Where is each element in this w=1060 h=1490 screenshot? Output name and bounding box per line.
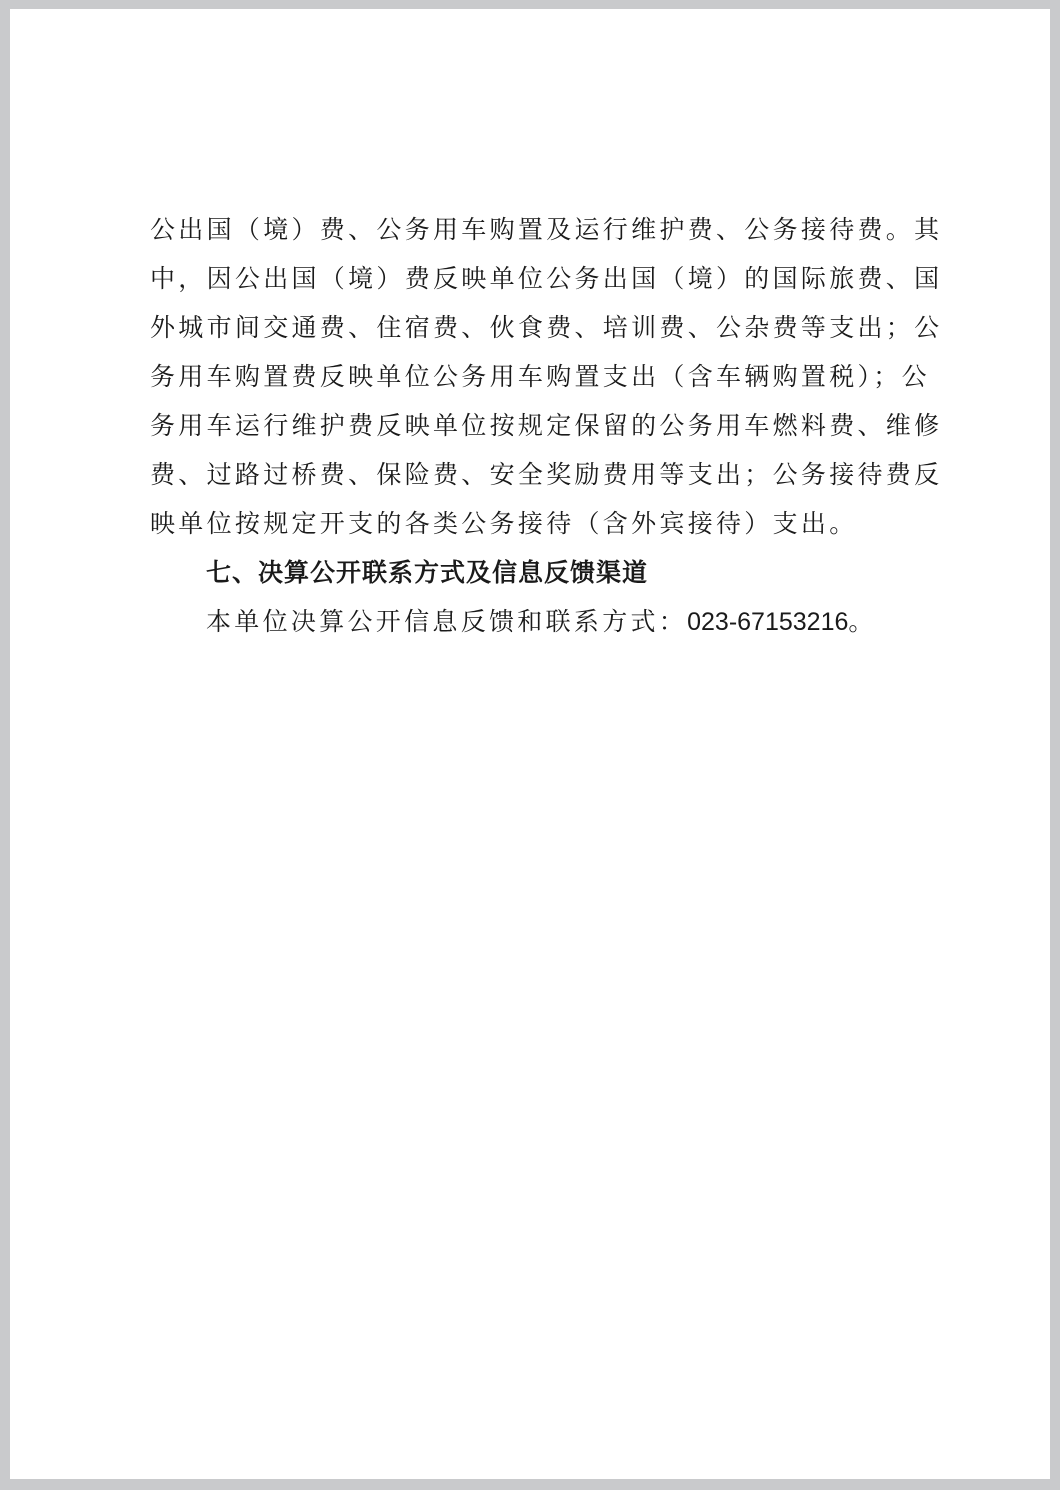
expense-paragraph	[150, 205, 943, 548]
contact-end: 。	[848, 607, 877, 636]
paragraph-line: 费、过路过桥费、保险费、安全奖励费用等支出；公务接待费反	[150, 460, 943, 489]
section-heading: 七、决算公开联系方式及信息反馈渠道	[206, 558, 649, 587]
document-content	[150, 205, 943, 646]
paragraph-line: 务用车运行维护费反映单位按规定保留的公务用车燃料费、维修	[150, 411, 943, 440]
paragraph-line: 务用车购置费反映单位公务用车购置支出（含车辆购置税）；公	[150, 362, 930, 391]
paragraph-line: 外城市间交通费、住宿费、伙食费、培训费、公杂费等支出；公	[150, 313, 943, 342]
paragraph-line: 公出国（境）费、公务用车购置及运行维护费、公务接待费。其	[150, 215, 943, 244]
document-page	[10, 9, 1050, 1479]
contact-label: 本单位决算公开信息反馈和联系方式：	[206, 607, 688, 636]
contact-phone: 023-67153216	[687, 608, 849, 636]
paragraph-line: 中，因公出国（境）费反映单位公务出国（境）的国际旅费、国	[150, 264, 943, 293]
paragraph-line: 映单位按规定开支的各类公务接待（含外宾接待）支出。	[150, 509, 858, 538]
contact-line	[206, 597, 930, 646]
